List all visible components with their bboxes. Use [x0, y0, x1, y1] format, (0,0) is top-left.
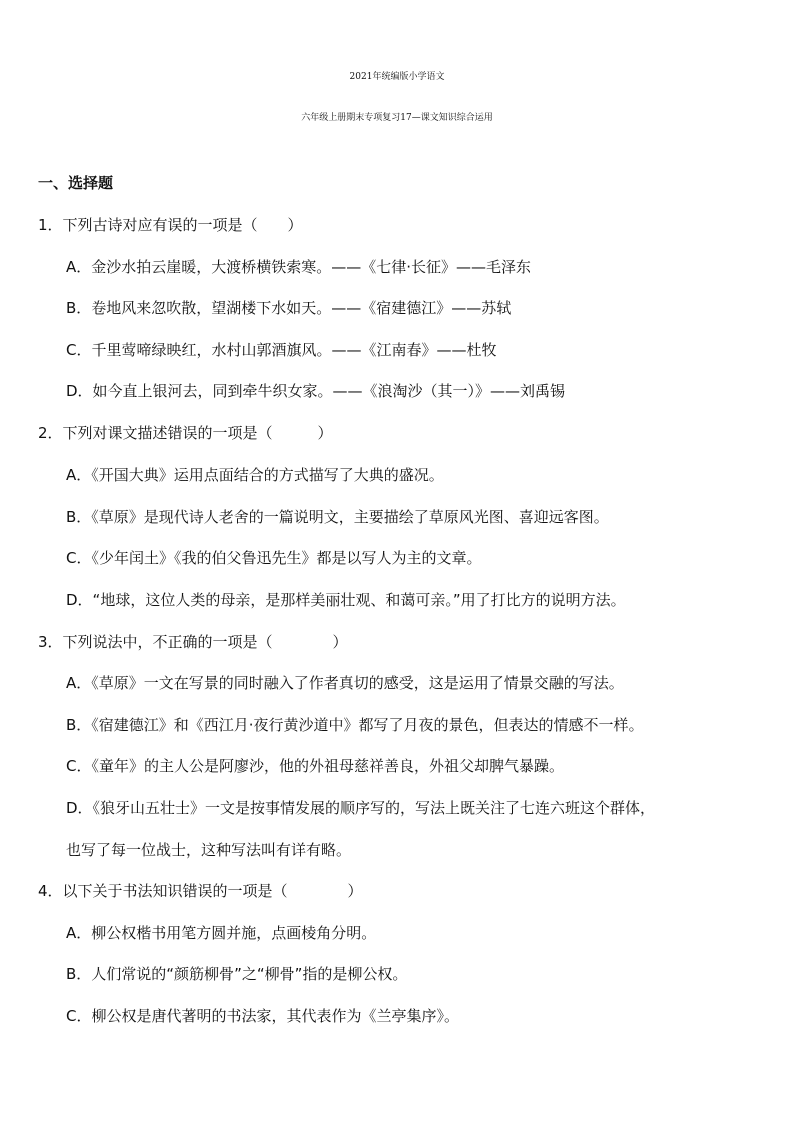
question-2-option-c: C．《少年闰土》《我的伯父鲁迅先生》都是以写人为主的文章。 — [66, 549, 482, 567]
question-3-stem: 3．下列说法中，不正确的一项是（ ） — [38, 633, 348, 651]
question-1-option-a: A．金沙水拍云崖暖，大渡桥横铁索寒。——《七律·长征》——毛泽东 — [66, 258, 532, 276]
question-2-option-d: D．“地球，这位人类的母亲，是那样美丽壮观、和蔼可亲。”用了打比方的说明方法。 — [66, 591, 626, 609]
section-heading: 一、选择题 — [38, 174, 114, 192]
question-4-option-b: B．人们常说的“颜筋柳骨”之“柳骨”指的是柳公权。 — [66, 965, 408, 983]
question-1-option-b: B．卷地风来忽吹散，望湖楼下水如天。——《宿建德江》——苏轼 — [66, 299, 512, 317]
document-subtitle: 六年级上册期末专项复习17—课文知识综合运用 — [301, 113, 493, 123]
question-3-option-d-continued: 也写了每一位战士，这种写法叫有详有略。 — [66, 841, 352, 859]
document-title: 2021年统编版小学语文 — [349, 72, 445, 82]
question-1-stem: 1．下列古诗对应有误的一项是（ ） — [38, 216, 303, 234]
question-2-option-b: B．《草原》是现代诗人老舍的一篇说明文，主要描绘了草原风光图、喜迎远客图。 — [66, 508, 609, 526]
question-1-option-d: D．如今直上银河去，同到牵牛织女家。——《浪淘沙（其一）》——刘禹锡 — [66, 382, 566, 400]
question-2-option-a: A．《开国大典》运用点面结合的方式描写了大典的盛况。 — [66, 466, 444, 484]
question-4-option-c: C．柳公权是唐代著明的书法家，其代表作为《兰亭集序》。 — [66, 1007, 459, 1025]
question-1-option-c: C．千里莺啼绿映红，水村山郭酒旗风。——《江南春》——杜牧 — [66, 341, 497, 359]
question-3-option-b: B．《宿建德江》和《西江月·夜行黄沙道中》都写了月夜的景色，但表达的情感不一样。 — [66, 716, 644, 734]
question-3-option-c: C．《童年》的主人公是阿廖沙，他的外祖母慈祥善良，外祖父却脾气暴躁。 — [66, 757, 564, 775]
question-3-option-a: A．《草原》一文在写景的同时融入了作者真切的感受，这是运用了情景交融的写法。 — [66, 674, 624, 692]
question-4-stem: 4．以下关于书法知识错误的一项是（ ） — [38, 882, 363, 900]
question-3-option-d: D．《狼牙山五壮士》一文是按事情发展的顺序写的，写法上既关注了七连六班这个群体， — [66, 799, 656, 817]
question-2-stem: 2．下列对课文描述错误的一项是（ ） — [38, 424, 333, 442]
question-4-option-a: A．柳公权楷书用笔方圆并施，点画棱角分明。 — [66, 924, 377, 942]
